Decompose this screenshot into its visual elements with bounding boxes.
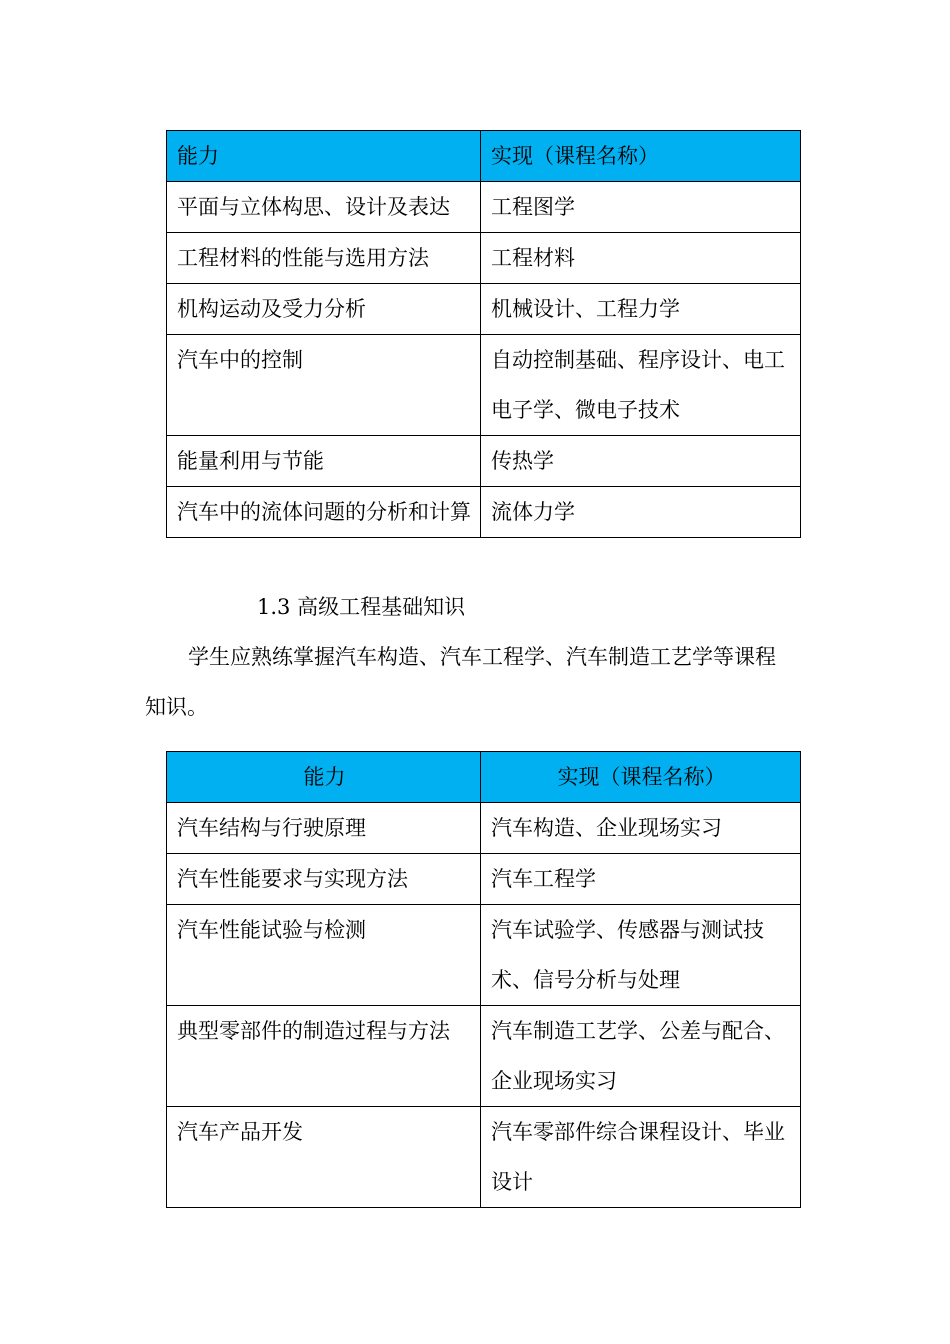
table-row	[167, 284, 801, 335]
course-cell: 汽车构造、企业现场实习	[481, 803, 801, 854]
ability-cell: 汽车中的控制	[167, 335, 481, 436]
table-row	[167, 182, 801, 233]
course-cell: 工程图学	[481, 182, 801, 233]
table-row	[167, 436, 801, 487]
ability-cell: 能量利用与节能	[167, 436, 481, 487]
course-cell: 汽车零部件综合课程设计、毕业设计	[481, 1107, 801, 1208]
table-row	[167, 905, 801, 1006]
ability-cell: 机构运动及受力分析	[167, 284, 481, 335]
ability-cell: 汽车中的流体问题的分析和计算	[167, 487, 481, 538]
table-row	[167, 803, 801, 854]
course-cell: 汽车制造工艺学、公差与配合、企业现场实习	[481, 1006, 801, 1107]
ability-cell: 平面与立体构思、设计及表达	[167, 182, 481, 233]
course-cell: 自动控制基础、程序设计、电工电子学、微电子技术	[481, 335, 801, 436]
paragraph-line: 知识。	[145, 695, 208, 719]
course-cell: 机械设计、工程力学	[481, 284, 801, 335]
ability-cell: 典型零部件的制造过程与方法	[167, 1006, 481, 1107]
course-cell: 传热学	[481, 436, 801, 487]
course-cell: 汽车试验学、传感器与测试技术、信号分析与处理	[481, 905, 801, 1006]
paragraph-line: 学生应熟练掌握汽车构造、汽车工程学、汽车制造工艺学等课程	[188, 645, 776, 669]
ability-cell: 汽车产品开发	[167, 1107, 481, 1208]
table-header-row	[167, 131, 801, 182]
course-cell: 工程材料	[481, 233, 801, 284]
ability-cell: 工程材料的性能与选用方法	[167, 233, 481, 284]
column-header-ability: 能力	[167, 131, 481, 182]
table-header-row	[167, 752, 801, 803]
ability-course-table-advanced	[166, 751, 801, 1208]
section-heading: 1.3 高级工程基础知识	[257, 595, 466, 619]
table-row	[167, 1107, 801, 1208]
ability-course-table-basic	[166, 130, 801, 538]
ability-cell: 汽车结构与行驶原理	[167, 803, 481, 854]
column-header-ability: 能力	[167, 752, 481, 803]
ability-cell: 汽车性能试验与检测	[167, 905, 481, 1006]
ability-cell: 汽车性能要求与实现方法	[167, 854, 481, 905]
table-row	[167, 233, 801, 284]
table-row	[167, 1006, 801, 1107]
table-row	[167, 335, 801, 436]
course-cell: 汽车工程学	[481, 854, 801, 905]
course-cell: 流体力学	[481, 487, 801, 538]
column-header-course: 实现（课程名称）	[481, 131, 801, 182]
table-row	[167, 854, 801, 905]
column-header-course: 实现（课程名称）	[481, 752, 801, 803]
table-row	[167, 487, 801, 538]
